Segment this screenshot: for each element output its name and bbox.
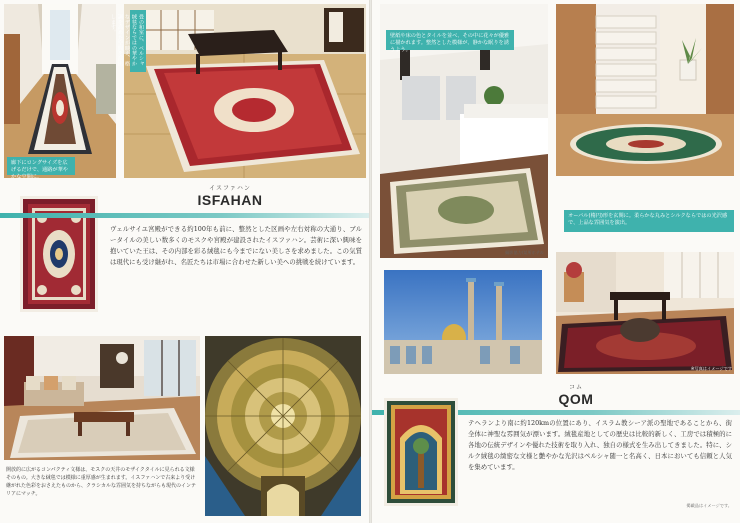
left-page (0, 0, 369, 523)
hallway-runner-photo (4, 4, 116, 178)
qom-kana: コム (568, 384, 583, 391)
mosque-dome-photo (205, 336, 361, 516)
bedroom-credit: 撮影協力/某所ホテル (505, 250, 544, 255)
living-room-caption: 開放的に広がるコンパクティ文様は、モスクの天井のモザイクタイルに見られる文様そのもの。大きな絨毯では模様に重厚感が生まれます。イスファハンで古来より受け継がれた色彩をおさえたものから、クラシカルな雰囲気を持ちながらも現代のインテリアにマッチ。 (6, 467, 197, 497)
dining-room-photo (556, 252, 734, 374)
qom-title: QOM (558, 391, 594, 407)
qom-rug-image (384, 398, 458, 506)
staircase-entrance-photo (556, 4, 734, 176)
footnote: 掲載品はイメージです。 (686, 503, 732, 508)
living-room-photo (4, 336, 200, 460)
bedroom-caption: 壁紙や床の色とタイルを並べ、その中に花々が優雅に描かれます。整然とした模様が、静かな眠りを誘うよう。 (386, 30, 514, 50)
dining-credit: ※写真はイメージです (690, 366, 732, 371)
tatami-room-caption: 畳の和室に、ペルシャ絨毯ならではの華やかなデザインが映え、格調を高めた空間を演出します。 (130, 10, 146, 72)
staircase-caption: オーバル(楕円)形を玄関に。柔らかな丸みとシルクならではの光沢感で、上品な雰囲気を演出。 (564, 210, 734, 232)
right-page (372, 0, 740, 523)
isfahan-title-band (0, 213, 369, 218)
isfahan-description: ヴェルサイユ宮殿ができる約100年も前に、整然とした区画や左右対称の大通り、ブルータイルの美しい数多くのモスクや宮殿が建設されたイスファハン。芸術に深い興味を抱いていた王は、その内部を彩る絨毯にも今までにない美しさを求めました。この気質は現代にも受け継がれ、名匠たちは市場に合わせた新しい美への挑戦を続けています。 (110, 225, 362, 266)
qom-description: テヘランより南に約120kmの位置にあり、イスラム教シーア派の聖地であることから、街全体に神聖な雰囲気が漂います。絨毯産地としての歴史は比較的新しく、工房では積極的に各地の伝統デザインや優れた技術を取り入れ、独自の様式を生み出してきました。特に、シルク絨毯の緻密な文様と艶やかな光沢はペルシャ随一と名高く、日本においても信頼と人気を集めています。 (468, 419, 732, 471)
isfahan-kana: イスファハン (209, 185, 251, 192)
hallway-runner-caption: 廊下にロングサイズを広げるだけで、通路が華やかな空間に。 (7, 157, 75, 175)
tatami-room-photo (124, 4, 366, 178)
qom-shrine-photo (384, 270, 542, 374)
isfahan-title: ISFAHAN (197, 192, 263, 208)
